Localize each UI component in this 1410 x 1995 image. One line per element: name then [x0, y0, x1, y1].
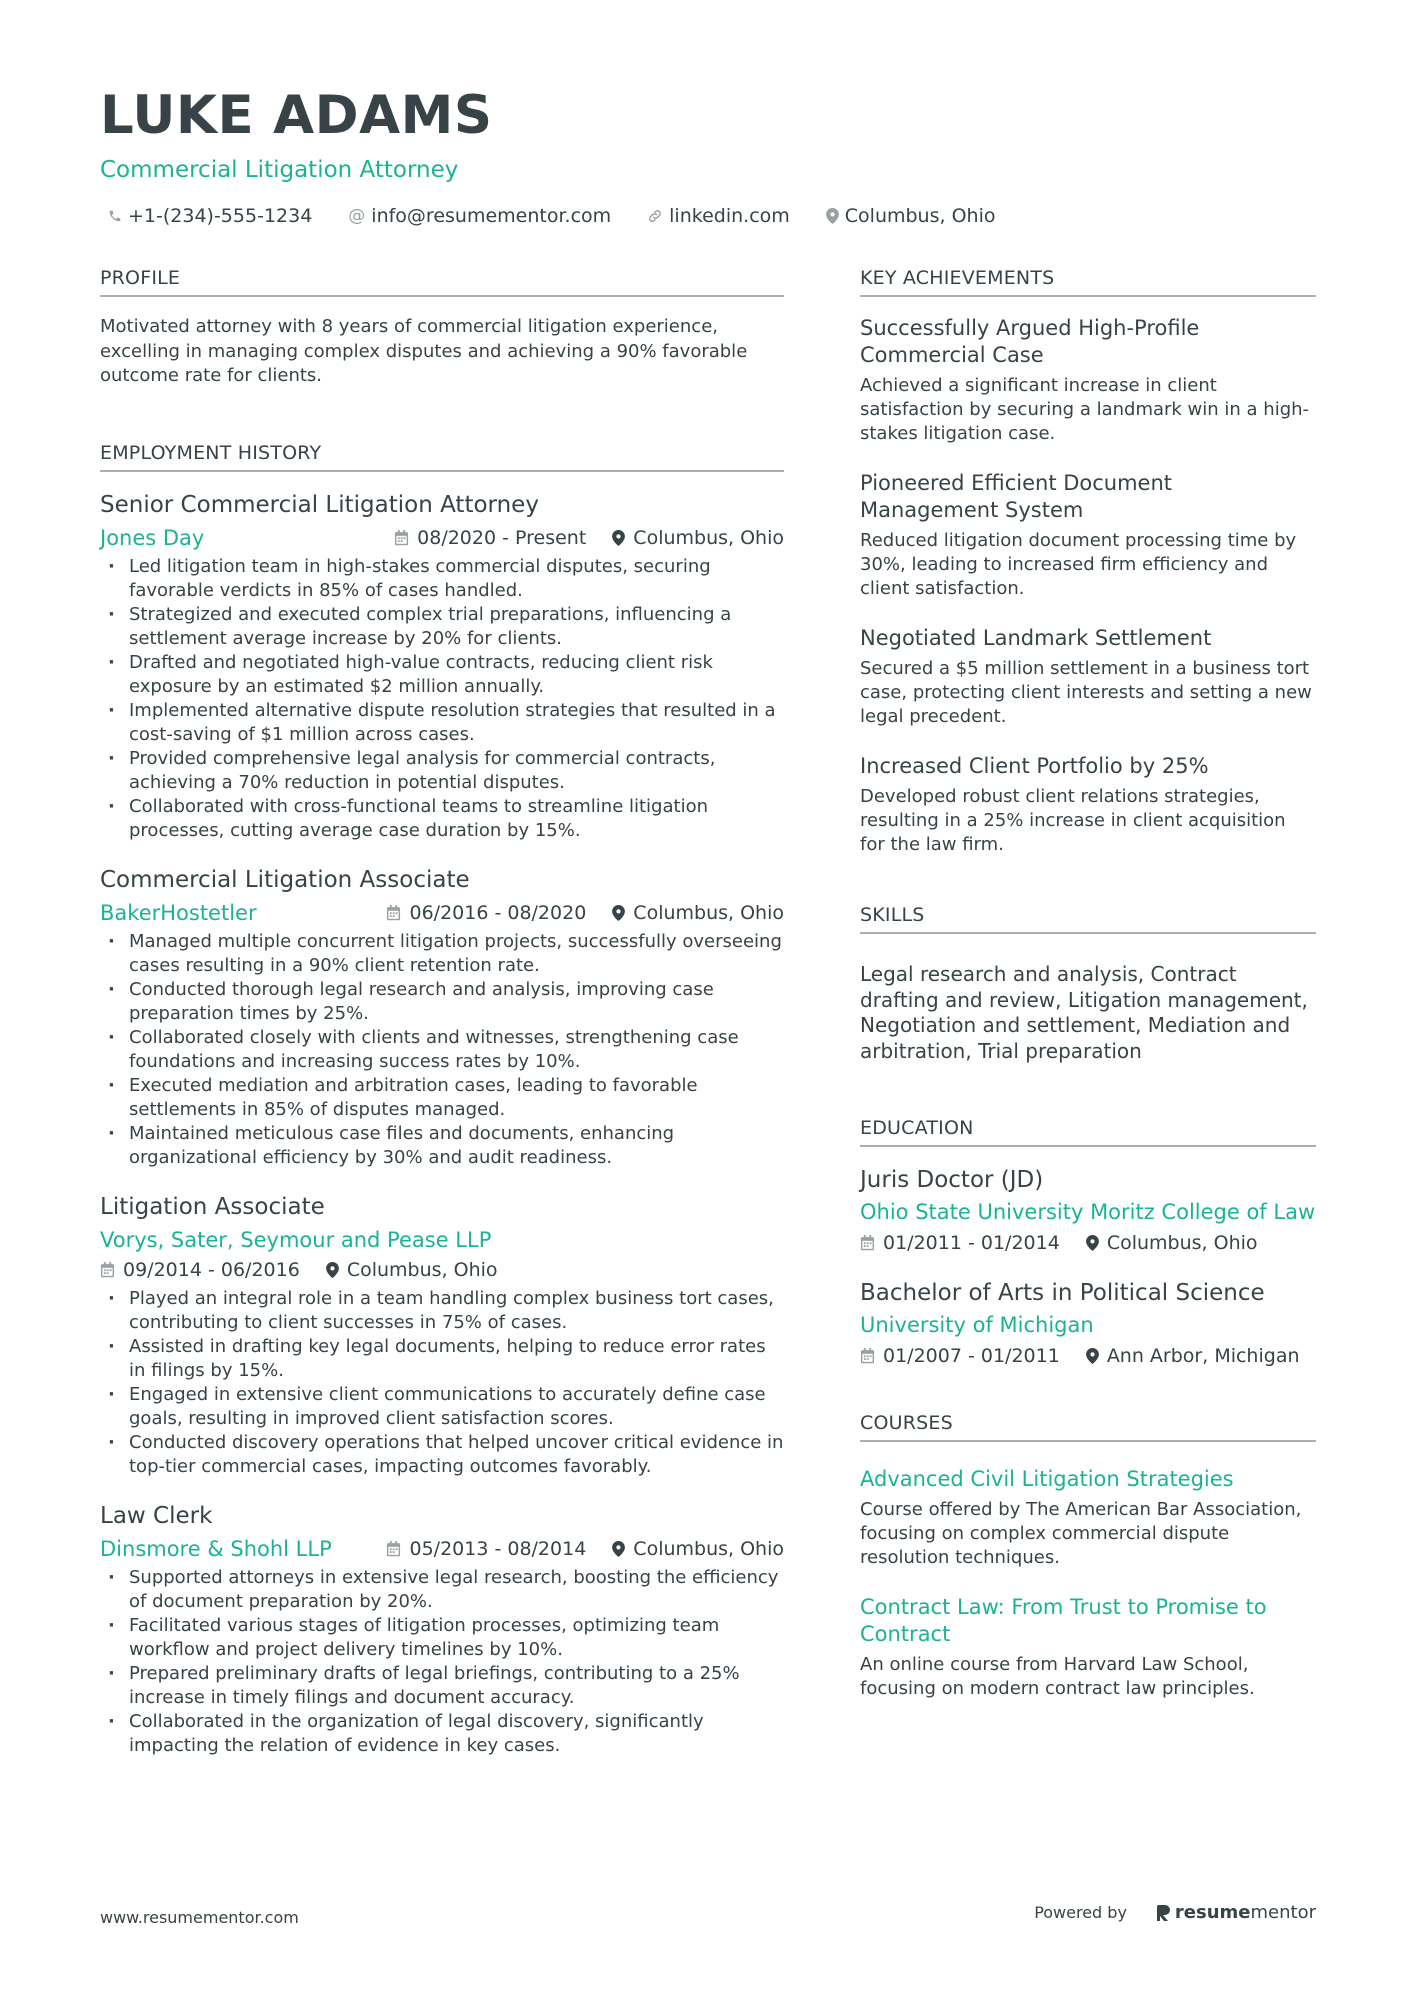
- map-pin-icon: [1086, 1235, 1099, 1251]
- achievement-desc: Achieved a significant increase in client satisfaction by securing a landmark win in a high-stakes litigation case.: [860, 375, 1310, 444]
- calendar-icon: [386, 905, 401, 921]
- job-entry: [100, 1192, 784, 1479]
- map-pin-icon: [612, 905, 625, 921]
- education-location: [1086, 1230, 1258, 1256]
- job-dates: [386, 900, 586, 926]
- bullet-item: · Strategized and executed complex trial preparations, influencing a settlement average increase by 20% for clients.: [100, 603, 784, 651]
- job-entry: [100, 1501, 784, 1758]
- candidate-name: LUKE ADAMS: [100, 85, 493, 146]
- brand-name-bold: resume: [1174, 1902, 1251, 1923]
- job-bullets: [100, 930, 784, 1170]
- education-location-text: Ann Arbor, Michigan: [1106, 1345, 1300, 1367]
- education-school: Ohio State University Moritz College of Law: [860, 1200, 1316, 1224]
- bullet-item: · Executed mediation and arbitration cases, leading to favorable settlements in 85% of disputes managed.: [100, 1074, 784, 1122]
- brand-mark-icon: [1157, 1904, 1171, 1922]
- job-title: Litigation Associate: [100, 1193, 325, 1220]
- course-item: [860, 1466, 1316, 1570]
- phone-icon: [108, 209, 122, 223]
- job-meta-right: [368, 525, 784, 551]
- bullet-item: · Played an integral role in a team handling complex business tort cases, contributing to client successes in 75% of cases.: [100, 1287, 784, 1335]
- course-desc: An online course from Harvard Law School, focusing on modern contract law principles.: [860, 1654, 1255, 1699]
- profile-text: Motivated attorney with 8 years of commercial litigation experience, excelling in managing complex disputes and achieving a 90% favorable outcome rate for clients.: [100, 316, 748, 386]
- job-entry: [100, 490, 784, 843]
- powered-by-label: Powered by: [1034, 1903, 1127, 1922]
- job-company: Jones Day: [100, 525, 205, 550]
- job-location: [612, 1536, 784, 1562]
- job-title: Law Clerk: [100, 1502, 213, 1529]
- achievement-title: Successfully Argued High-Profile Commercial Case: [860, 316, 1200, 367]
- contact-row: [100, 205, 1320, 227]
- education-dates: [860, 1343, 1060, 1369]
- contact-phone-text: +1-(234)-555-1234: [128, 205, 313, 227]
- job-meta: [100, 525, 784, 551]
- bullet-item: · Collaborated with cross-functional teams to streamline litigation processes, cutting average case duration by 15%.: [100, 795, 784, 843]
- education-item: [860, 1278, 1316, 1369]
- job-location: [612, 525, 784, 551]
- job-bullets: [100, 1566, 784, 1758]
- education-list: [860, 1165, 1316, 1369]
- course-title: Advanced Civil Litigation Strategies: [860, 1467, 1234, 1491]
- bullet-item: · Collaborated closely with clients and witnesses, strengthening case foundations and increasing success rates by 10%.: [100, 1026, 784, 1074]
- course-item: [860, 1594, 1316, 1701]
- job-title: Senior Commercial Litigation Attorney: [100, 491, 539, 518]
- job-list: [100, 490, 784, 1758]
- job-location: [612, 900, 784, 926]
- education-dates-text: 01/2011 - 01/2014: [883, 1232, 1060, 1254]
- achievement-title: Negotiated Landmark Settlement: [860, 626, 1212, 650]
- map-pin-icon: [612, 530, 625, 546]
- job-dates-text: 06/2016 - 08/2020: [409, 901, 587, 924]
- job-dates: [386, 1536, 586, 1562]
- bullet-item: · Provided comprehensive legal analysis for commercial contracts, achieving a 70% reduction in potential disputes.: [100, 747, 784, 795]
- contact-email[interactable]: [348, 205, 611, 227]
- job-meta-right: [360, 900, 784, 926]
- course-desc: Course offered by The American Bar Association, focusing on complex commercial dispute resolution techniques.: [860, 1499, 1302, 1568]
- achievement-item: [860, 753, 1316, 857]
- job-location-text: Columbus, Ohio: [633, 526, 784, 549]
- job-location-text: Columbus, Ohio: [346, 1258, 498, 1281]
- job-meta: [100, 1227, 784, 1253]
- calendar-icon: [860, 1348, 875, 1364]
- bullet-item: · Drafted and negotiated high-value contracts, reducing client risk exposure by an estimated $2 million annually.: [100, 651, 784, 699]
- courses-section-title: COURSES: [860, 1411, 1316, 1442]
- calendar-icon: [394, 530, 409, 546]
- achievement-desc: Developed robust client relations strategies, resulting in a 25% increase in client acquisition for the law firm.: [860, 786, 1286, 855]
- job-company: Dinsmore & Shohl LLP: [100, 1536, 332, 1561]
- achievement-title: Increased Client Portfolio by 25%: [860, 754, 1209, 778]
- job-meta-right: [360, 1536, 784, 1562]
- bullet-item: · Led litigation team in high-stakes commercial disputes, securing favorable verdicts in 85% of cases handled.: [100, 555, 784, 603]
- map-pin-icon: [612, 1541, 625, 1557]
- map-pin-icon: [326, 1262, 339, 1278]
- bullet-item: · Assisted in drafting key legal documents, helping to reduce error rates in filings by 15%.: [100, 1335, 784, 1383]
- education-degree: Bachelor of Arts in Political Science: [860, 1280, 1265, 1306]
- achievement-item: [860, 625, 1316, 729]
- job-meta: [100, 1536, 784, 1562]
- achievement-desc: Secured a $5 million settlement in a business tort case, protecting client interests and setting a new legal precedent.: [860, 658, 1312, 727]
- footer-website[interactable]: www.resumementor.com: [100, 1908, 299, 1927]
- job-meta-row: [100, 1257, 784, 1283]
- job-bullets: [100, 555, 784, 843]
- skills-text: Legal research and analysis, Contract drafting and review, Litigation management, Negotiation and settlement, Mediation and arbitration, Trial preparation: [860, 962, 1308, 1063]
- job-entry: [100, 865, 784, 1170]
- bullet-item: · Conducted thorough legal research and analysis, improving case preparation times by 25%.: [100, 978, 784, 1026]
- job-dates-text: 09/2014 - 06/2016: [123, 1258, 300, 1281]
- candidate-role: Commercial Litigation Attorney: [100, 157, 459, 183]
- job-location-text: Columbus, Ohio: [633, 901, 784, 924]
- education-school: University of Michigan: [860, 1313, 1094, 1337]
- bullet-item: · Collaborated in the organization of legal discovery, significantly impacting the relation of evidence in key cases.: [100, 1710, 784, 1758]
- at-icon: @: [348, 206, 366, 226]
- contact-location-text: Columbus, Ohio: [844, 205, 996, 227]
- contact-linkedin[interactable]: [647, 205, 790, 227]
- education-section-title: EDUCATION: [860, 1116, 1316, 1147]
- achievement-title: Pioneered Efficient Document Management System: [860, 471, 1173, 522]
- course-list: [860, 1460, 1316, 1701]
- bullet-item: · Supported attorneys in extensive legal research, boosting the efficiency of document preparation by 20%.: [100, 1566, 784, 1614]
- job-meta: [100, 900, 784, 926]
- link-icon: [647, 208, 663, 224]
- footer-branding: [1034, 1902, 1316, 1923]
- calendar-icon: [860, 1235, 875, 1251]
- job-company: Vorys, Sater, Seymour and Pease LLP: [100, 1227, 492, 1252]
- bullet-item: · Facilitated various stages of litigation processes, optimizing team workflow and project delivery timelines by 10%.: [100, 1614, 784, 1662]
- contact-email-text: info@resumementor.com: [371, 205, 612, 227]
- right-column: [860, 266, 1316, 1725]
- bullet-item: · Maintained meticulous case files and documents, enhancing organizational efficiency by 30% and audit readiness.: [100, 1122, 784, 1170]
- education-degree: Juris Doctor (JD): [860, 1167, 1044, 1193]
- education-location-text: Columbus, Ohio: [1106, 1232, 1258, 1254]
- education-dates: [860, 1230, 1060, 1256]
- map-pin-icon: [826, 208, 839, 224]
- job-bullets: [100, 1287, 784, 1479]
- achievement-desc: Reduced litigation document processing time by 30%, leading to increased firm efficiency and client satisfaction.: [860, 530, 1297, 599]
- job-dates-text: 05/2013 - 08/2014: [409, 1537, 587, 1560]
- education-meta: [860, 1343, 1316, 1369]
- left-column: [100, 266, 784, 1780]
- job-title: Commercial Litigation Associate: [100, 866, 470, 893]
- map-pin-icon: [1086, 1348, 1099, 1364]
- education-meta: [860, 1230, 1316, 1256]
- brand-name-light: mentor: [1250, 1902, 1316, 1923]
- brand-logo[interactable]: [1157, 1902, 1316, 1923]
- employment-section-title: EMPLOYMENT HISTORY: [100, 441, 784, 472]
- achievement-item: [860, 315, 1316, 446]
- education-dates-text: 01/2007 - 01/2011: [883, 1345, 1060, 1367]
- education-location: [1086, 1343, 1300, 1369]
- resume-header: [100, 85, 1320, 227]
- calendar-icon: [386, 1541, 401, 1557]
- course-title: Contract Law: From Trust to Promise to Contract: [860, 1595, 1267, 1646]
- contact-phone[interactable]: [108, 205, 312, 227]
- job-location-text: Columbus, Ohio: [633, 1537, 784, 1560]
- achievements-section-title: KEY ACHIEVEMENTS: [860, 266, 1316, 297]
- bullet-item: · Engaged in extensive client communications to accurately define case goals, resulting in improved client satisfaction scores.: [100, 1383, 784, 1431]
- skills-section-title: SKILLS: [860, 903, 1316, 934]
- bullet-item: · Conducted discovery operations that helped uncover critical evidence in top-tier commercial cases, impacting outcomes favorably.: [100, 1431, 784, 1479]
- job-dates-text: 08/2020 - Present: [417, 526, 587, 549]
- job-dates: [100, 1257, 300, 1283]
- job-location: [326, 1257, 498, 1283]
- education-item: [860, 1165, 1316, 1256]
- contact-location: [826, 205, 996, 227]
- contact-linkedin-text: linkedin.com: [669, 205, 790, 227]
- calendar-icon: [100, 1262, 115, 1278]
- job-dates: [394, 525, 586, 551]
- achievement-item: [860, 470, 1316, 601]
- profile-section-title: PROFILE: [100, 266, 784, 297]
- bullet-item: · Managed multiple concurrent litigation projects, successfully overseeing cases resulting in a 90% client retention rate.: [100, 930, 784, 978]
- achievement-list: [860, 315, 1316, 857]
- bullet-item: · Prepared preliminary drafts of legal briefings, contributing to a 25% increase in timely filings and document accuracy.: [100, 1662, 784, 1710]
- bullet-item: · Implemented alternative dispute resolution strategies that resulted in a cost-saving of $1 million across cases.: [100, 699, 784, 747]
- job-company: BakerHostetler: [100, 900, 257, 925]
